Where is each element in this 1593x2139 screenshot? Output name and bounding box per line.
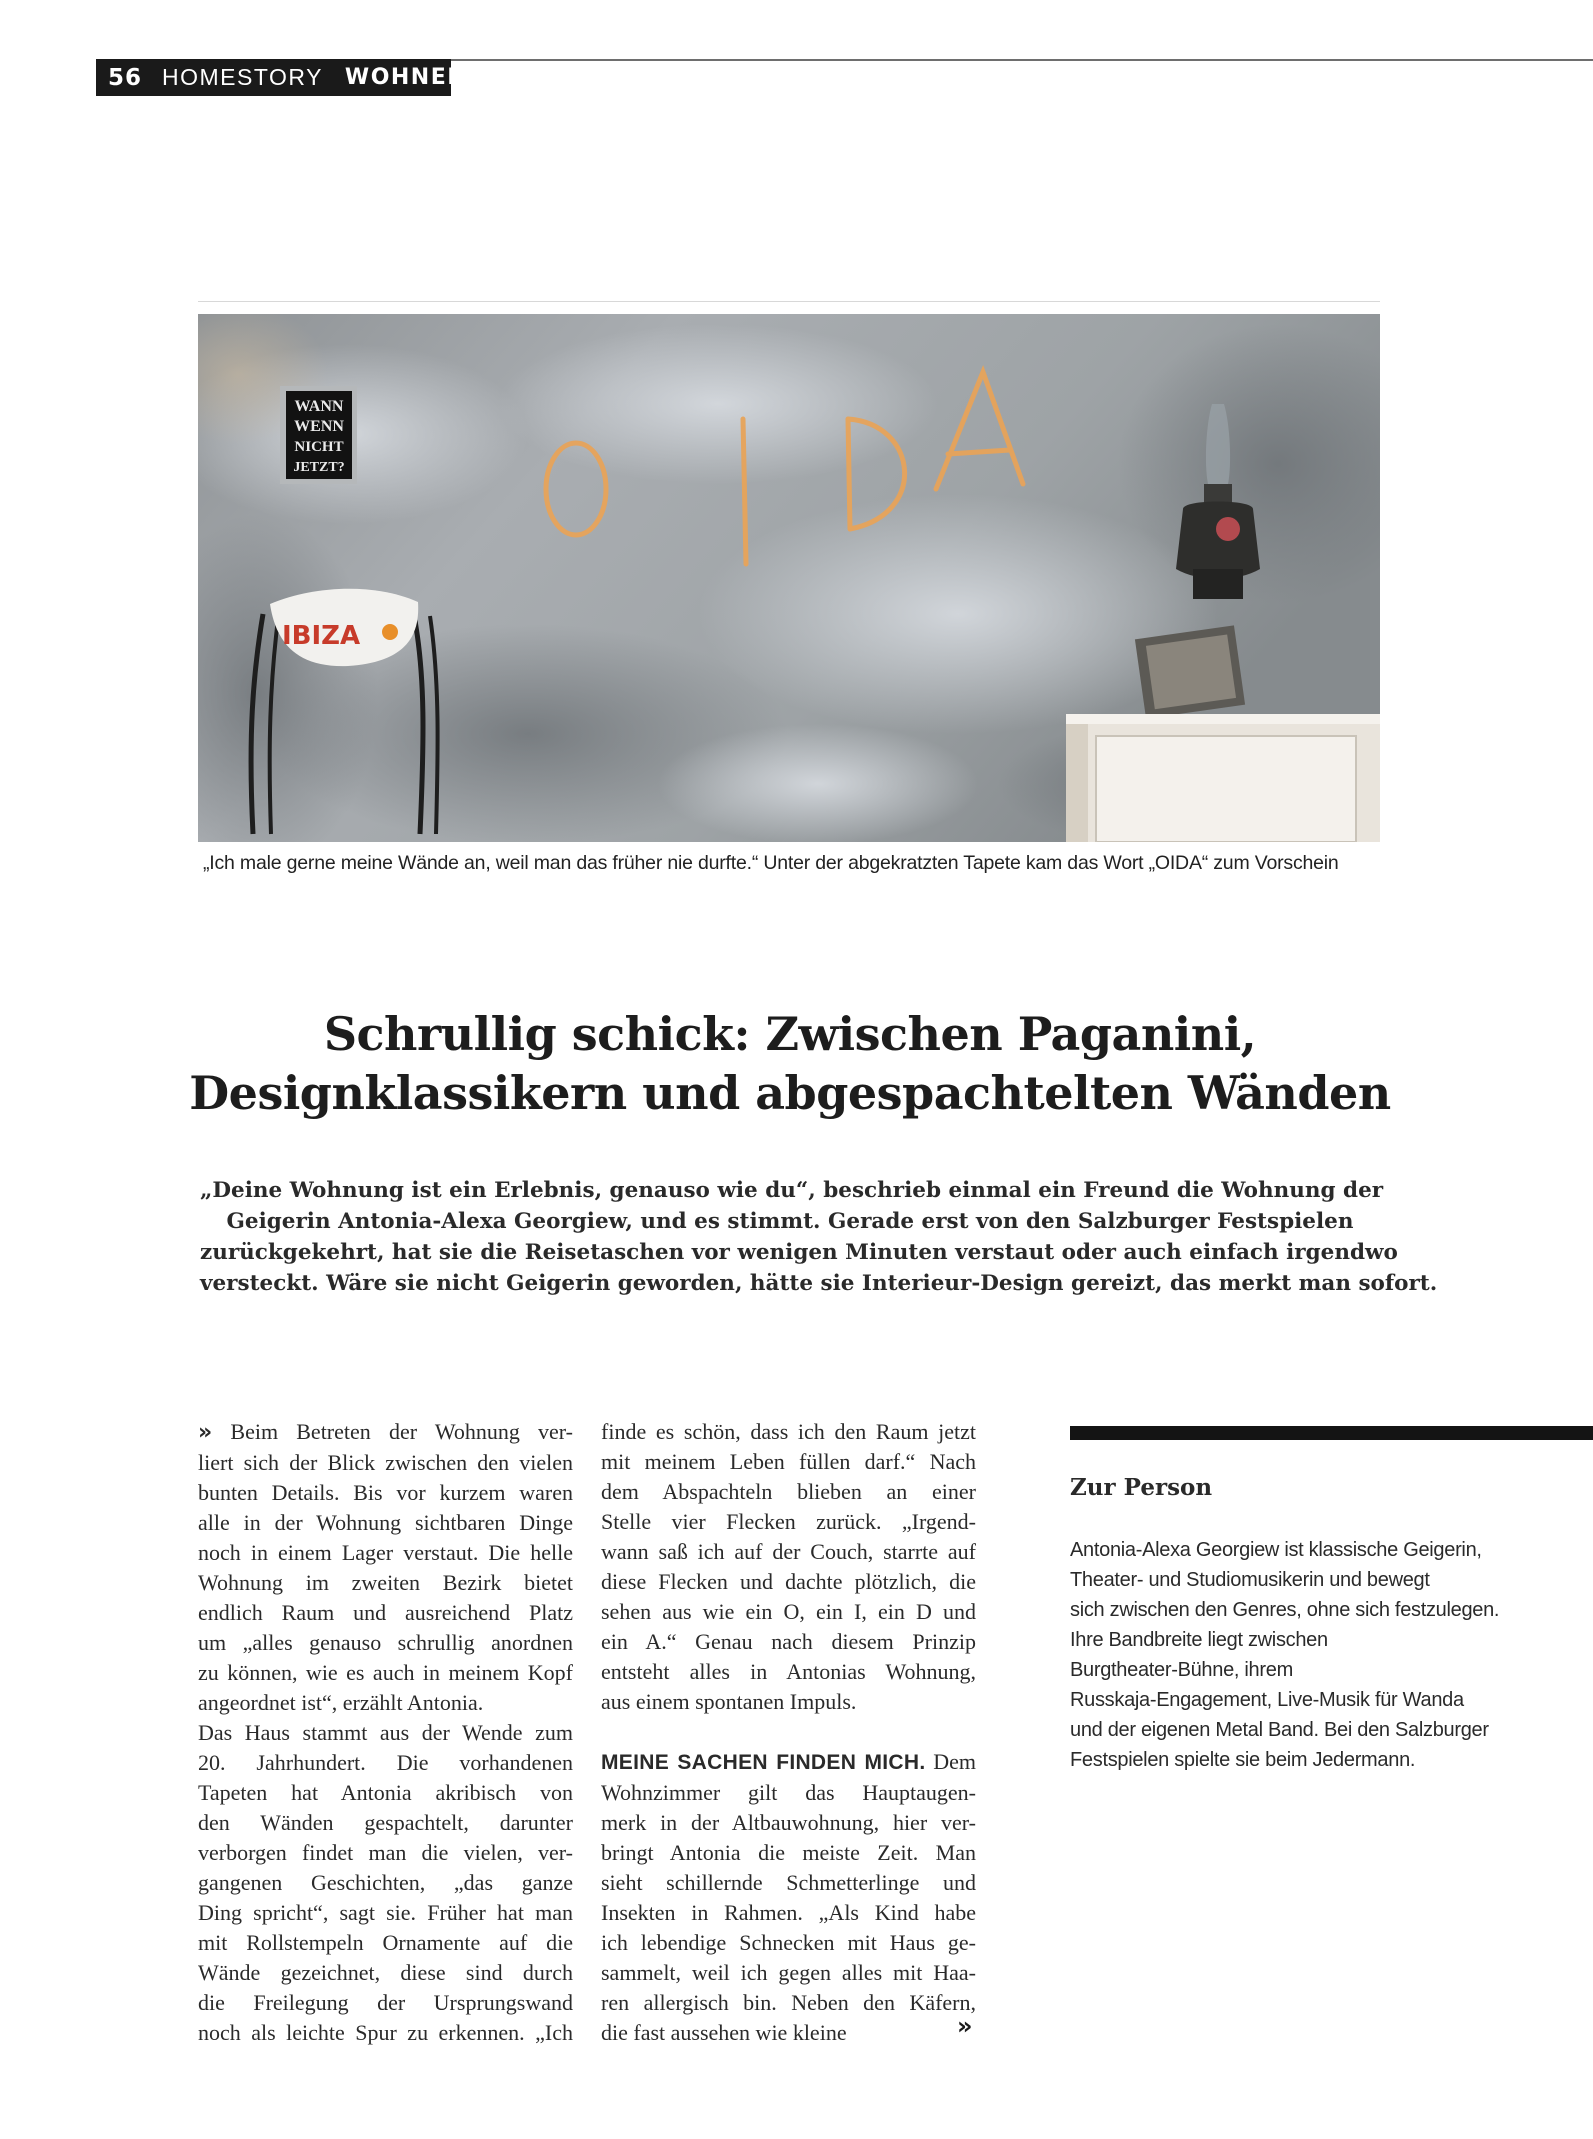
- body-line: merk in der Altbauwohnung, hier ver-: [601, 1810, 976, 1835]
- body-line: finde es schön, dass ich den Raum jetzt: [601, 1419, 976, 1444]
- start-marker: »: [198, 1420, 213, 1445]
- body-line: bunten Details. Bis vor kurzem waren: [198, 1480, 573, 1505]
- lead-line: „Deine Wohnung ist ein Erlebnis, genauso wie du“, beschrieb einmal ein Freund die Wohnung der: [200, 1178, 1384, 1203]
- body-line: mit meinem Leben füllen darf.“ Nach: [601, 1449, 976, 1474]
- sign-line: JETZT?: [293, 460, 345, 475]
- body-line: Tapeten hat Antonia akribisch von: [198, 1780, 573, 1805]
- body-line: sieht schillernde Schmetterlinge und: [601, 1870, 976, 1895]
- article-lead: [200, 1175, 1438, 1299]
- article-photo: [198, 314, 1380, 842]
- continue-marker: »: [957, 2012, 973, 2040]
- body-line: Stelle vier Flecken zurück. „Irgend-: [601, 1509, 976, 1534]
- headline-line: Schrullig schick: Zwischen Paganini,: [323, 1007, 1257, 1061]
- sign-line: WANN: [294, 398, 344, 415]
- body-line: noch als leichte Spur zu erkennen. „Ich: [198, 2020, 573, 2045]
- sidebar-line: Festspielen spielte sie beim Jedermann.: [1070, 1749, 1416, 1771]
- sidebar-line: Ihre Bandbreite liegt zwischen: [1070, 1629, 1328, 1651]
- body-line: entsteht alles in Antonias Wohnung,: [601, 1659, 976, 1684]
- body-line: noch in einem Lager verstaut. Die helle: [198, 1540, 573, 1565]
- sign-line: WENN: [294, 418, 344, 435]
- body-line: endlich Raum und ausreichend Platz: [198, 1600, 573, 1625]
- sidebar-line: Burgtheater-Bühne, ihrem: [1070, 1659, 1293, 1681]
- body-line: ein A.“ Genau nach diesem Prinzip: [601, 1629, 976, 1654]
- lead-line: Geigerin Antonia-Alexa Georgiew, und es stimmt. Gerade erst von den Salzburger Festspielen: [226, 1209, 1354, 1234]
- body-line: die fast aussehen wie kleine: [601, 2020, 847, 2045]
- body-line: verborgen findet man die vielen, ver-: [198, 1840, 573, 1865]
- article-headline: [100, 1005, 1480, 1123]
- body-line: gangenen Geschichten, „das ganze: [198, 1870, 573, 1895]
- body-line: MEINE SACHEN FINDEN MICH. Dem: [601, 1749, 976, 1774]
- body-line: diese Flecken und dachte plötzlich, die: [601, 1569, 976, 1594]
- mask-text: IBIZA: [282, 621, 361, 651]
- body-line: liert sich der Blick zwischen den vielen: [198, 1450, 573, 1475]
- body-line: alle in der Wohnung sichtbaren Dinge: [198, 1510, 573, 1535]
- body-line: wann saß ich auf der Couch, starrte auf: [601, 1539, 976, 1564]
- body-line: angeordnet ist“, erzählt Antonia.: [198, 1690, 484, 1715]
- body-line: Wohnzimmer gilt das Hauptaugen-: [601, 1780, 976, 1805]
- sidebar-title: Zur Person: [1070, 1474, 1213, 1501]
- sidebar-line: und der eigenen Metal Band. Bei den Salzburger: [1070, 1719, 1489, 1741]
- body-line: sammelt, weil ich gegen alles mit Haa-: [601, 1960, 976, 1985]
- sidebar-text: [1070, 1535, 1500, 1775]
- body-line: Wohnung im zweiten Bezirk bietet: [198, 1570, 573, 1595]
- body-line: ren allergisch bin. Neben den Käfern,: [601, 1990, 976, 2015]
- sign-line: NICHT: [294, 439, 344, 455]
- section-header: [96, 59, 468, 96]
- sidebar-line: Theater- und Studiomusikerin und bewegt: [1070, 1569, 1430, 1591]
- wall-sign: [280, 386, 357, 484]
- sidebar-rule: [1070, 1426, 1593, 1440]
- section-label: HOMESTORY: [162, 64, 323, 90]
- sidebar-line: Russkaja-Engagement, Live-Musik für Wanda: [1070, 1689, 1464, 1711]
- body-line: Das Haus stammt aus der Wende zum: [198, 1720, 573, 1745]
- page-number: 56: [108, 64, 143, 91]
- body-column-2: [601, 1417, 976, 2048]
- body-line: die Freilegung der Ursprungswand: [198, 1990, 573, 2015]
- body-line: sehen aus wie ein O, ein I, ein D und: [601, 1599, 976, 1624]
- lead-line: versteckt. Wäre sie nicht Geigerin geworden, hätte sie Interieur-Design gereizt, das merkt man sofort.: [200, 1271, 1438, 1296]
- body-line: aus einem spontanen Impuls.: [601, 1689, 857, 1714]
- subheading: MEINE SACHEN FINDEN MICH.: [601, 1751, 926, 1774]
- body-line: dem Abspachteln blieben an einer: [601, 1479, 976, 1504]
- headline-line: Designklassikern und abgespachtelten Wänden: [189, 1066, 1391, 1120]
- paragraph-gap: [601, 1717, 976, 1747]
- body-line: Ding spricht“, sagt sie. Früher hat man: [198, 1900, 573, 1925]
- lead-line: zurückgekehrt, hat sie die Reisetaschen vor wenigen Minuten verstaut oder auch einfach irgendwo: [200, 1240, 1398, 1265]
- body-line: mit Rollstempeln Ornamente auf die: [198, 1930, 573, 1955]
- cabinet: [1066, 714, 1380, 842]
- body-line: 20. Jahrhundert. Die vorhandenen: [198, 1750, 573, 1775]
- photo-caption: „Ich male gerne meine Wände an, weil man das früher nie durfte.“ Unter der abgekratzten Tapete kam das Wort „OIDA“ zum Vorschein: [203, 852, 1339, 874]
- body-line: um „alles genauso schrullig anordnen: [198, 1630, 573, 1655]
- body-line: zu können, wie es auch in meinem Kopf: [198, 1660, 573, 1685]
- body-line: » Beim Betreten der Wohnung ver-: [198, 1419, 573, 1445]
- photo-top-rule: [198, 301, 1380, 302]
- body-line: Wände gezeichnet, diese sind durch: [198, 1960, 573, 1985]
- sidebar-line: Antonia-Alexa Georgiew ist klassische Geigerin,: [1070, 1539, 1482, 1561]
- body-column-1: [198, 1417, 573, 2048]
- sidebar-line: sich zwischen den Genres, ohne sich festzulegen.: [1070, 1599, 1500, 1621]
- subsection-label: WOHNEN: [344, 65, 468, 90]
- body-line: Insekten in Rahmen. „Als Kind habe: [601, 1900, 976, 1925]
- body-line: bringt Antonia die meiste Zeit. Man: [601, 1840, 976, 1865]
- body-line: den Wänden gespachtelt, darunter: [198, 1810, 573, 1835]
- body-line: ich lebendige Schnecken mit Haus ge-: [601, 1930, 976, 1955]
